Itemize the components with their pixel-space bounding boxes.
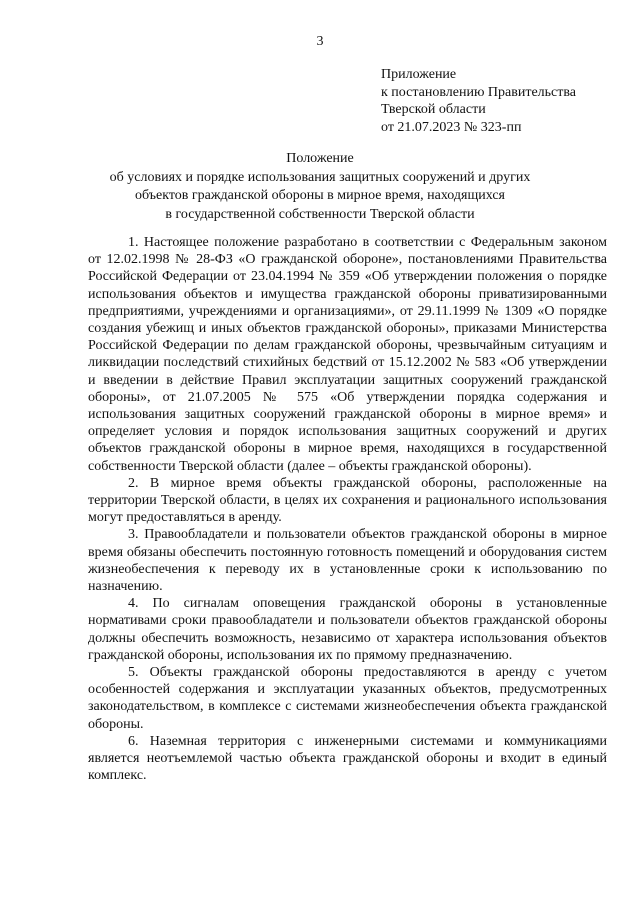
paragraph-2: 2. В мирное время объекты гражданской обороны, расположенные на территории Тверской области, в целях их сохранения и рационального использования могут предоставляться в аренду. <box>88 475 607 526</box>
paragraph-5: 5. Объекты гражданской обороны предоставляются в аренду с учетом особенностей содержания и эксплуатации указанных объектов, предусмотренных законодательством, в комплексе с системами жизнеобеспечения объекта гражданской обороны. <box>88 665 607 732</box>
title-line: объектов гражданской обороны в мирное время, находящихся <box>135 188 505 203</box>
paragraph-1: 1. Настоящее положение разработано в соответствии с Федеральным законом от 12.02.1998 № 28-ФЗ «О гражданской обороне», постановлениями Правительства Российской Федерации от 23.04.1994 № 359 «Об утверждении положения о порядке использования объектов и имущества гражданской обороны приватизированными предприятиями, учреждениями и организациями», от 29.11.1999 № 1309 «О порядке создания убежищ и иных объектов гражданской обороны», приказами Министерства Российской Федерации по делам гражданской обороны, чрезвычайным ситуациям и ликвидации последствий стихийных бедствий от 15.12.2002 № 583 «Об утверждении и введении в действие Правил эксплуатации защитных сооружений гражданской обороны», от 21.07.2005 № 575 «Об утверждении порядка содержания и использования защитных сооружений гражданской обороны в мирное время» и определяет условия и порядок использования защитных сооружений и других объектов гражданской обороны в мирное время, находящихся в государственной собственности Тверской области (далее – объекты гражданской обороны). <box>88 235 607 474</box>
approval-line: к постановлению Правительства <box>381 84 577 100</box>
approval-line: Тверской области <box>381 102 486 117</box>
document-body <box>88 234 607 785</box>
title-line: об условиях и порядке использования защитных сооружений и других <box>109 169 531 185</box>
title-line: Положение <box>286 151 354 166</box>
page-number: 3 <box>316 34 324 49</box>
paragraph-3: 3. Правообладатели и пользователи объектов гражданской обороны в мирное время обязаны обеспечить постоянную готовность помещений и оборудования систем жизнеобеспечения к переводу их в установленные сроки к использованию по назначению. <box>88 527 607 595</box>
document-title <box>0 150 640 224</box>
paragraph-6: 6. Наземная территория с инженерными системами и коммуникациями является неотъемлемой частью объекта гражданской обороны и входит в единый комплекс. <box>88 733 607 784</box>
approval-line: Приложение <box>381 67 457 82</box>
title-line: в государственной собственности Тверской области <box>165 206 475 222</box>
approval-block <box>381 66 576 136</box>
paragraph-4: 4. По сигналам оповещения гражданской обороны в установленные нормативами сроки правообладатели и пользователи объектов гражданской обороны должны обеспечить возможность, независимо от характера использования объектов гражданской обороны, использования их по прямому предназначению. <box>88 596 607 663</box>
approval-line: от 21.07.2023 № 323-пп <box>381 119 522 135</box>
